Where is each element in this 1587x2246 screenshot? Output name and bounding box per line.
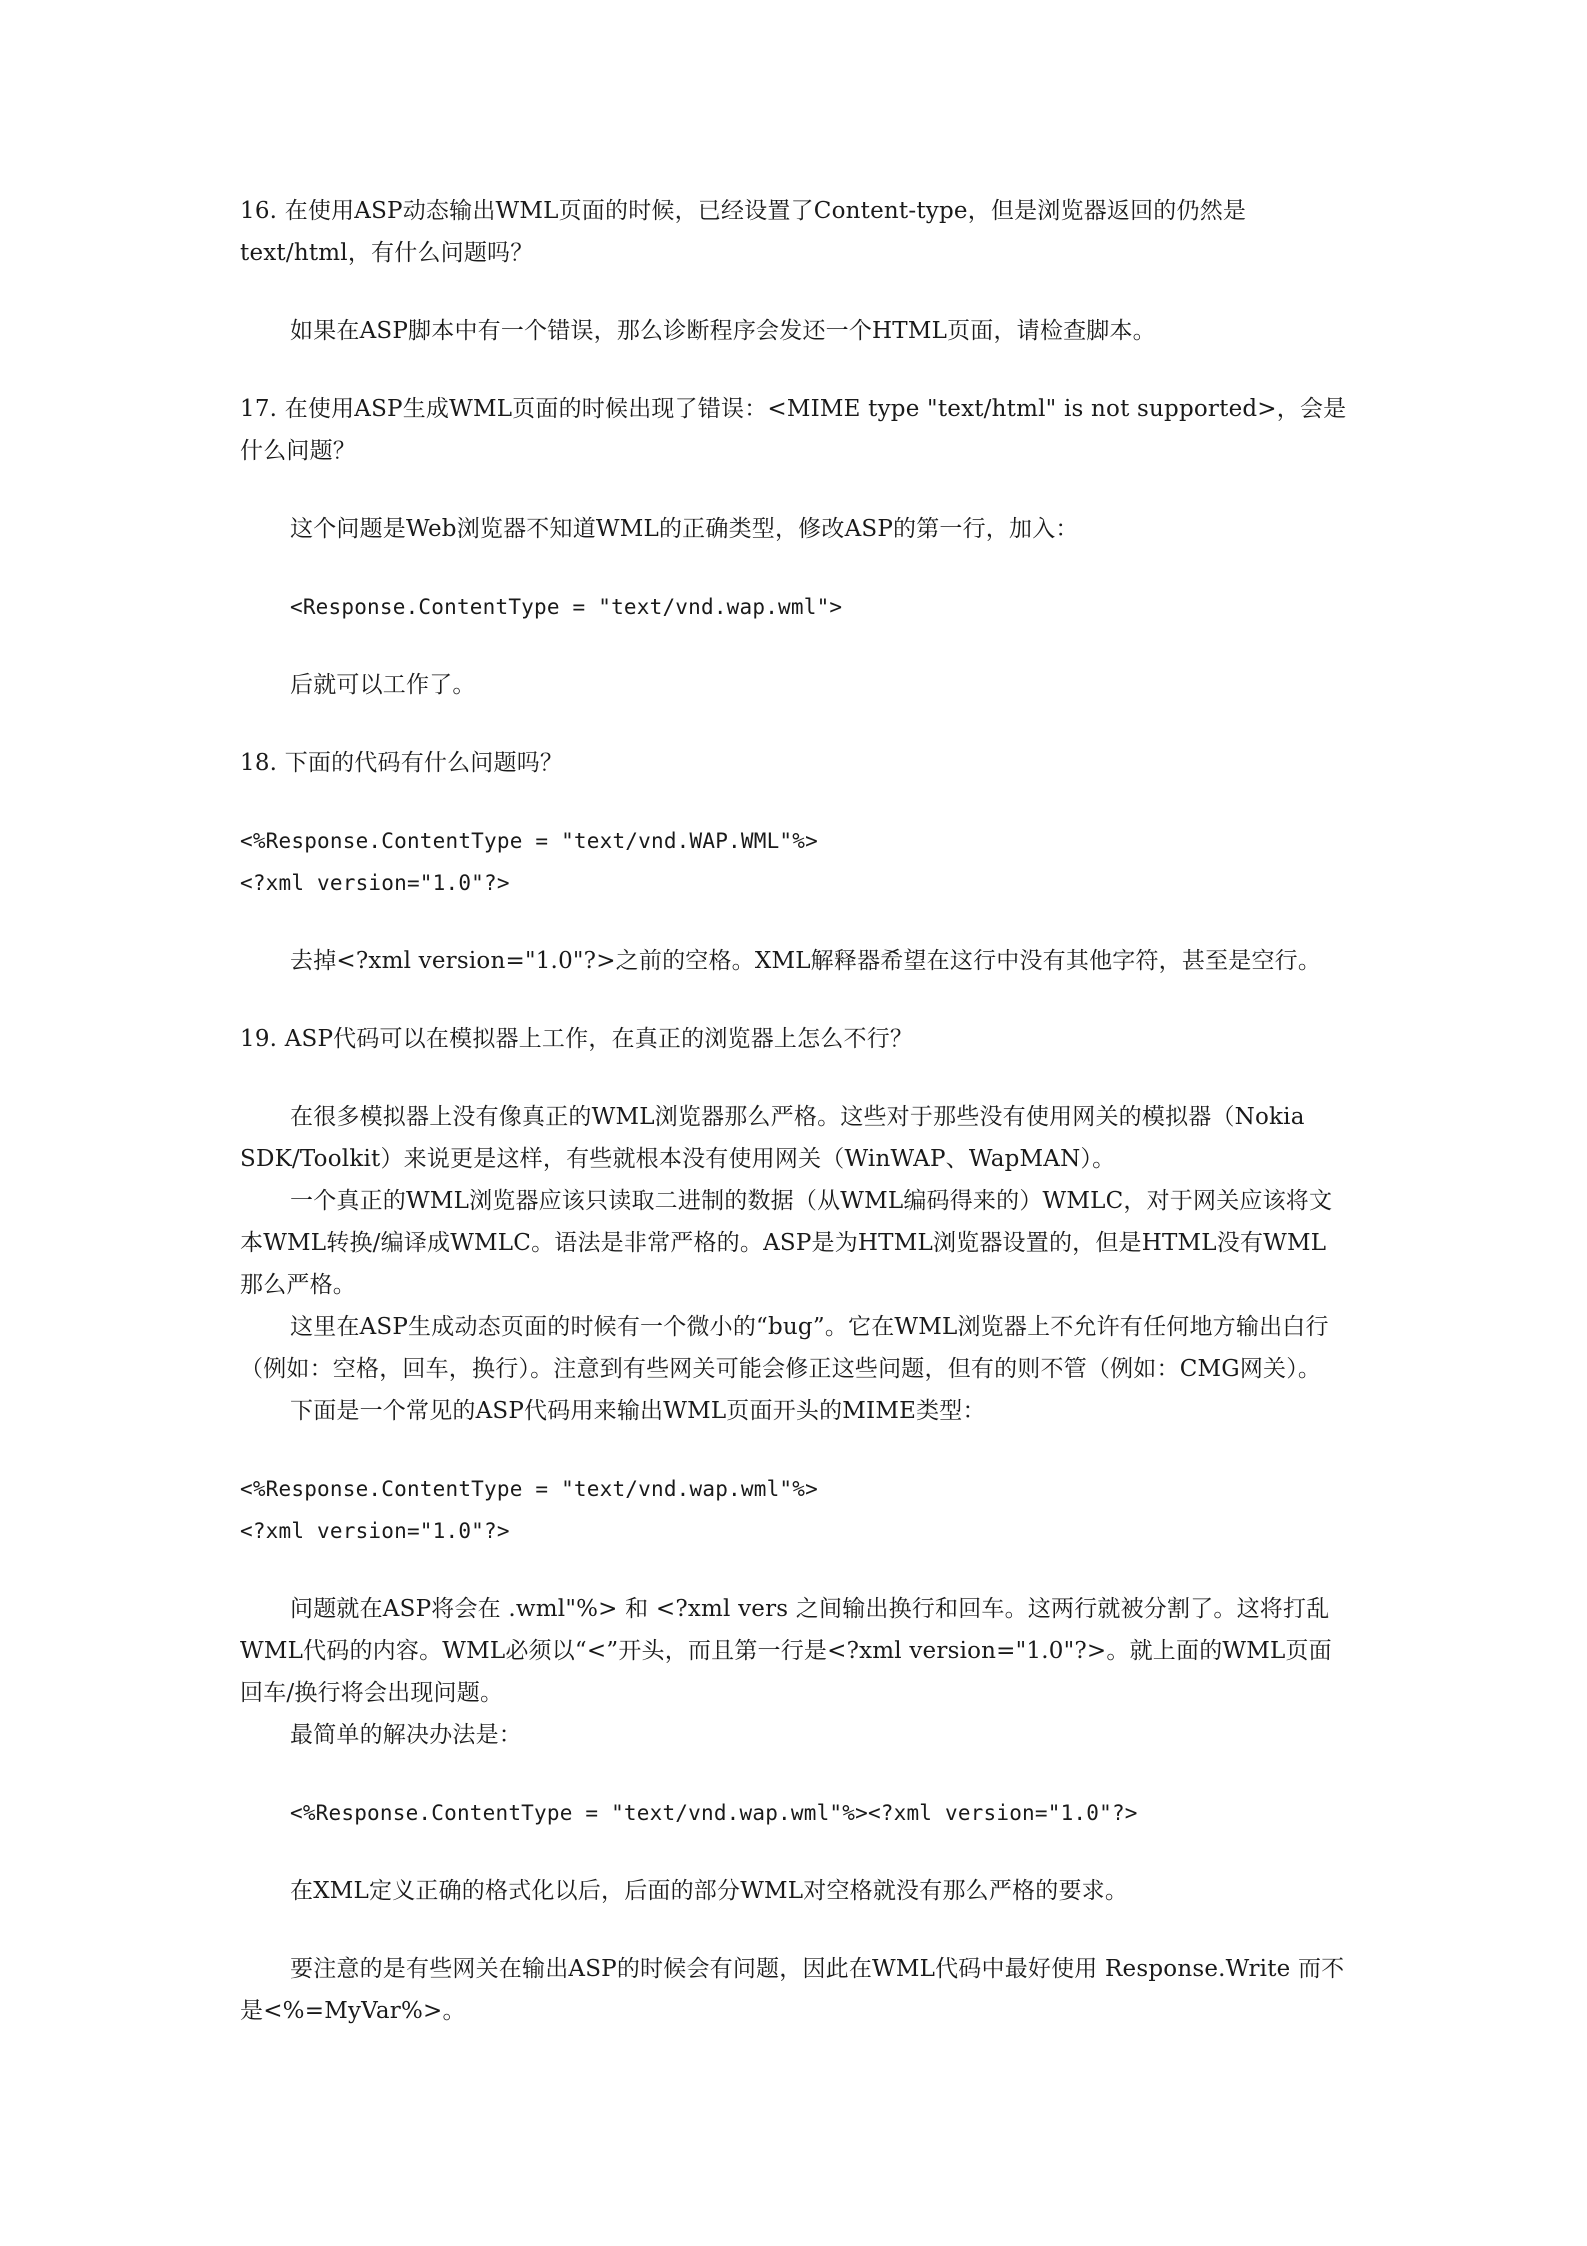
question-19-solution-code <box>240 1792 1348 1834</box>
code-line: <%Response.ContentType = "text/vnd.wap.wml"%> <box>240 1477 818 1501</box>
question-19-paragraph: 在很多模拟器上没有像真正的WML浏览器那么严格。这些对于那些没有使用网关的模拟器（Nokia SDK/Toolkit）来说更是这样，有些就根本没有使用网关（WinWAP、WapMAN）。 <box>240 1104 1305 1172</box>
question-19-explanation: 最简单的解决办法是： <box>290 1722 522 1748</box>
question-18-answer: 去掉<?xml version="1.0"?>之前的空格。XML解释器希望在这行中没有其他字符，甚至是空行。 <box>290 948 1322 974</box>
question-18-code <box>240 820 1348 904</box>
question-17-answer: 这个问题是Web浏览器不知道WML的正确类型，修改ASP的第一行，加入： <box>290 516 1079 542</box>
document-body <box>240 190 1348 2068</box>
question-19-explanation: 问题就在ASP将会在 .wml"%> 和 <?xml vers 之间输出换行和回车。这两行就被分割了。这将打乱WML代码的内容。WML必须以“<”开头，而且第一行是<?xml version="1.0"?>。就上面的WML页面回车/换行将会出现问题。 <box>240 1596 1332 1706</box>
question-17-after: 后就可以工作了。 <box>290 672 476 698</box>
code-line: <%Response.ContentType = "text/vnd.WAP.WML"%> <box>240 829 818 853</box>
question-19-note: 要注意的是有些网关在输出ASP的时候会有问题，因此在WML代码中最好使用 Response.Write 而不是<%=MyVar%>。 <box>240 1956 1345 2024</box>
question-19-paragraph: 一个真正的WML浏览器应该只读取二进制的数据（从WML编码得来的）WMLC，对于网关应该将文本WML转换/编译成WMLC。语法是非常严格的。ASP是为HTML浏览器设置的，但是HTML没有WML那么严格。 <box>240 1188 1333 1298</box>
question-19-code <box>240 1468 1348 1552</box>
question-19-note: 在XML定义正确的格式化以后，后面的部分WML对空格就没有那么严格的要求。 <box>290 1878 1129 1904</box>
question-17-code <box>240 586 1348 628</box>
question-16-answer: 如果在ASP脚本中有一个错误，那么诊断程序会发还一个HTML页面，请检查脚本。 <box>290 318 1156 344</box>
question-18-title: 18. 下面的代码有什么问题吗？ <box>240 750 564 776</box>
question-19-paragraph: 这里在ASP生成动态页面的时候有一个微小的“bug”。它在WML浏览器上不允许有任何地方输出白行（例如：空格，回车，换行）。注意到有些网关可能会修正这些问题，但有的则不管（例如：CMG网关）。 <box>240 1314 1329 1382</box>
question-17-title: 17. 在使用ASP生成WML页面的时候出现了错误：<MIME type "text/html" is not supported>，会是什么问题？ <box>240 396 1347 464</box>
question-19-paragraph: 下面是一个常见的ASP代码用来输出WML页面开头的MIME类型： <box>290 1398 986 1424</box>
code-line: <Response.ContentType = "text/vnd.wap.wml"> <box>290 595 843 619</box>
code-line: <%Response.ContentType = "text/vnd.wap.wml"%><?xml version="1.0"?> <box>290 1801 1138 1825</box>
question-16-title: 16. 在使用ASP动态输出WML页面的时候，已经设置了Content-type，但是浏览器返回的仍然是text/html，有什么问题吗？ <box>240 198 1247 266</box>
code-line: <?xml version="1.0"?> <box>240 1519 510 1543</box>
question-19-title: 19. ASP代码可以在模拟器上工作，在真正的浏览器上怎么不行？ <box>240 1026 914 1052</box>
code-line: <?xml version="1.0"?> <box>240 871 510 895</box>
